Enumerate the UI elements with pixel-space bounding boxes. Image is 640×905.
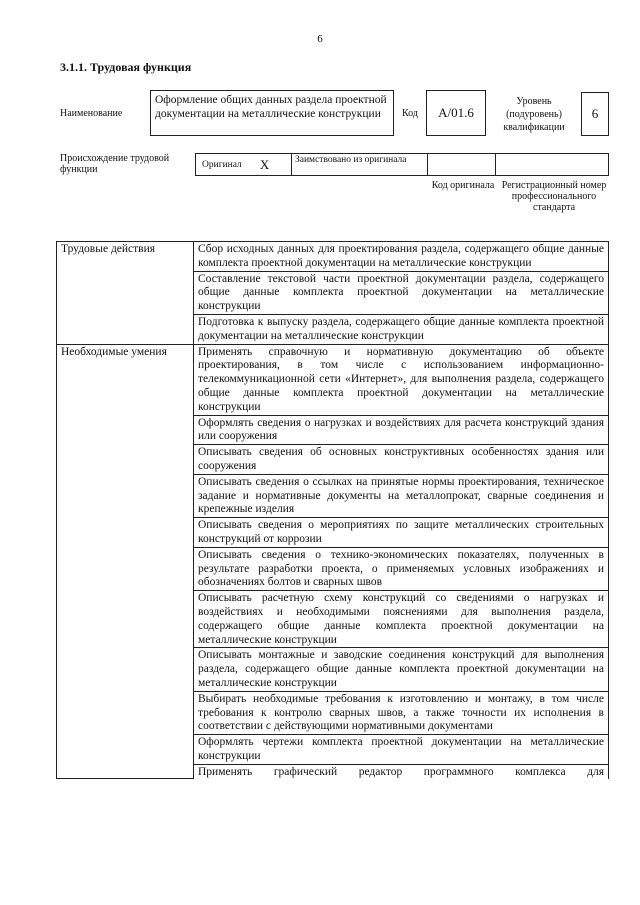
borrowed-label: Заимствовано из оригинала <box>295 155 407 165</box>
labor-action-item: Составление текстовой части проектной документации раздела, содержащего общие данные комплекта проектной документации на металлические конструкции <box>194 271 609 314</box>
qualification-level-label: Уровень (подуровень) квалификации <box>503 96 565 133</box>
skill-item: Описывать сведения об основных конструктивных особенностях здания или сооружения <box>194 445 609 475</box>
original-mark: X <box>259 156 270 172</box>
skill-item: Описывать расчетную схему конструкций со сведениями о нагрузках и воздействиях и необходимыми пояснениями для выполнения раздела, содержащего общие данные комплекта проектной документации на металлические конструкции <box>194 591 609 648</box>
skill-item: Применять справочную и нормативную документацию об объекте проектирования, в том числе с использованием информационно-телекоммуникационной сети «Интернет», для выполнения раздела, содержащего общие данные комплекта проектной документации на металлические конструкции <box>194 344 609 415</box>
original-code-label: Код оригинала <box>431 180 495 191</box>
qualification-level-value: 6 <box>581 92 609 136</box>
function-name-value: Оформление общих данных раздела проектной документации на металлические конструкции <box>150 90 394 136</box>
name-label: Наименование <box>60 108 123 119</box>
page-number: 6 <box>317 33 323 45</box>
section-title: 3.1.1. Трудовая функция <box>60 60 192 74</box>
skill-item-partial-text: Применять графический редактор программного комплекса для <box>198 765 604 778</box>
skill-item: Выбирать необходимые требования к изготовлению и монтажу, в том числе требования к контролю сварных швов, а также точности их исполнения в соответствии с действующими нормативными документами <box>194 691 609 734</box>
skill-item: Описывать монтажные и заводские соединения конструкций для выполнения раздела, содержащего общие данные комплекта проектной документации на металлические конструкции <box>194 648 609 691</box>
original-code-cell <box>428 154 496 175</box>
reg-number-cell <box>496 154 608 175</box>
original-cell <box>196 154 292 175</box>
skill-item: Оформлять чертежи комплекта проектной документации на металлические конструкции <box>194 735 609 765</box>
original-label: Оригинал <box>202 159 242 170</box>
function-code-value: A/01.6 <box>426 90 486 136</box>
skill-item: Описывать сведения о мероприятиях по защите металлических строительных конструкций от коррозии <box>194 518 609 548</box>
origin-row <box>195 153 609 176</box>
skill-item: Описывать сведения о ссылках на принятые нормы проектирования, техническое задание и нормативные документы на металлопрокат, сварные соединения и крепежные изделия <box>194 474 609 517</box>
code-label: Код <box>402 108 418 119</box>
skill-item: Описывать сведения о технико-экономических показателях, полученных в результате разработки проекта, о применяемых условных изображениях и обозначениях болтов и сварных швов <box>194 547 609 590</box>
origin-label: Происхождение трудовой функции <box>60 153 170 175</box>
function-table <box>56 241 609 779</box>
required-skills-label: Необходимые умения <box>57 344 194 779</box>
labor-action-item: Подготовка к выпуску раздела, содержащего общие данные комплекта проектной документации на металлические конструкции <box>194 314 609 344</box>
labor-action-item: Сбор исходных данных для проектирования раздела, содержащего общие данные комплекта проектной документации на металлические конструкции <box>194 242 609 272</box>
table-row <box>57 344 609 415</box>
table-row <box>57 242 609 272</box>
reg-number-label: Регистрационный номер профессионального стандарта <box>501 180 607 213</box>
borrowed-cell <box>292 154 428 175</box>
skill-item-partial <box>194 764 609 779</box>
labor-actions-label: Трудовые действия <box>57 242 194 345</box>
skill-item: Оформлять сведения о нагрузках и воздействиях для расчета конструкций здания или сооружения <box>194 415 609 445</box>
